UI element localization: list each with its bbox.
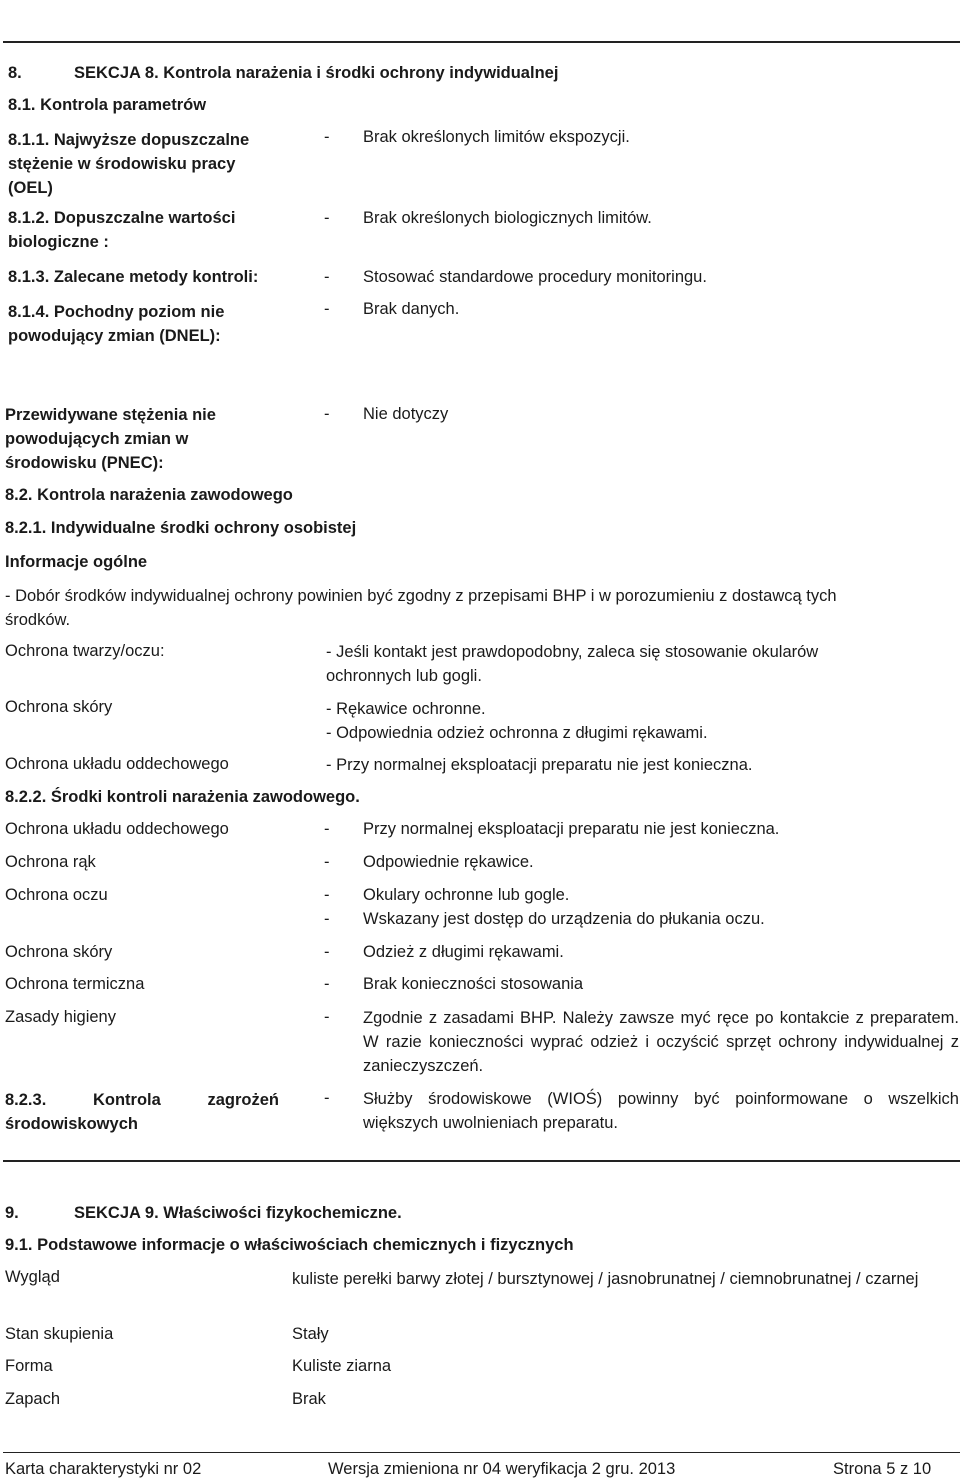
face-value (326, 640, 818, 688)
row-eyes-value-2: Wskazany jest dostęp do urządzenia do płukania oczu. (363, 910, 765, 928)
dash: - (324, 405, 330, 423)
monitor-value: Stosować standardowe procedury monitoringu. (363, 268, 707, 286)
footer-right: Strona 5 z 10 (833, 1460, 932, 1478)
skin-value (326, 697, 708, 745)
row-resp-value: Przy normalnej eksploatacji preparatu nie jest konieczna. (363, 820, 780, 838)
section-8-number: 8. (8, 64, 22, 82)
general-info-text (5, 584, 955, 632)
dash: - (324, 975, 330, 993)
footer-rule (3, 1452, 960, 1453)
section-9-number: 9. (5, 1204, 19, 1222)
general-info-line1: - Dobór środków indywidualnej ochrony powinien być zgodny z przepisami BHP i w porozumieniu z dostawcą tych (5, 587, 837, 605)
general-info-heading: Informacje ogólne (5, 553, 148, 571)
pnec-label-line2: powodujących zmian w (5, 430, 189, 448)
dnel-label-line1: 8.1.4. Pochodny poziom nie (8, 303, 225, 321)
row-thermal-label: Ochrona termiczna (5, 975, 145, 993)
general-info-line2: środków. (5, 611, 71, 629)
dash: - (324, 1008, 330, 1026)
footer-center: Wersja zmieniona nr 04 weryfikacja 2 gru. 2013 (328, 1460, 676, 1478)
dash: - (324, 209, 330, 227)
dash: - (324, 268, 330, 286)
section-8-2-2-title: 8.2.2. Środki kontroli narażenia zawodowego. (5, 788, 360, 806)
prop-odor-label: Zapach (5, 1390, 61, 1408)
row-thermal-value: Brak konieczności stosowania (363, 975, 584, 993)
skin-value-line2: - Odpowiednia odzież ochronna z długimi rękawami. (326, 724, 708, 742)
dash: - (324, 1089, 330, 1107)
dash: - (324, 820, 330, 838)
section-8-2-title: 8.2. Kontrola narażenia zawodowego (5, 486, 293, 504)
env-value: Służby środowiskowe (WIOŚ) powinny być poinformowane o wszelkich większych uwolnieniach preparatu. (363, 1090, 959, 1132)
oel-label-line1: 8.1.1. Najwyższe dopuszczalne (8, 131, 250, 149)
prop-state-label: Stan skupienia (5, 1325, 114, 1343)
row-hands-value: Odpowiednie rękawice. (363, 853, 534, 871)
bio-label-line1: 8.1.2. Dopuszczalne wartości (8, 209, 236, 227)
bio-value: Brak określonych biologicznych limitów. (363, 209, 652, 227)
prop-state-value: Stały (292, 1325, 329, 1343)
section-9-title: SEKCJA 9. Właściwości fizykochemiczne. (74, 1204, 402, 1222)
footer-left: Karta charakterystyki nr 02 (5, 1460, 202, 1478)
row-skin-value: Odzież z długimi rękawami. (363, 943, 564, 961)
pnec-value: Nie dotyczy (363, 405, 449, 423)
pnec-label-line3: środowisku (PNEC): (5, 454, 164, 472)
section-8-title: SEKCJA 8. Kontrola narażenia i środki ochrony indywidualnej (74, 64, 559, 82)
section-9-1-title: 9.1. Podstawowe informacje o właściwościach chemicznych i fizycznych (5, 1236, 574, 1254)
row-resp-label: Ochrona układu oddechowego (5, 820, 229, 838)
skin-label: Ochrona skóry (5, 698, 113, 716)
hygiene-label: Zasady higieny (5, 1008, 116, 1026)
row-hands-label: Ochrona rąk (5, 853, 96, 871)
oel-label-line2: stężenie w środowisku pracy (8, 155, 236, 173)
env-label: 8.2.3. Kontrola zagrożeń środowiskowych (5, 1091, 279, 1133)
dnel-label (8, 300, 224, 348)
skin-value-line1: - Rękawice ochronne. (326, 700, 486, 718)
row-eyes-label: Ochrona oczu (5, 886, 108, 904)
dnel-label-line2: powodujący zmian (DNEL): (8, 327, 221, 345)
dnel-value: Brak danych. (363, 300, 460, 318)
oel-value: Brak określonych limitów ekspozycji. (363, 128, 630, 146)
face-value-line2: ochronnych lub gogli. (326, 667, 482, 685)
prop-form-value: Kuliste ziarna (292, 1357, 392, 1375)
dash: - (324, 853, 330, 871)
face-label: Ochrona twarzy/oczu: (5, 642, 165, 660)
pnec-label-line1: Przewidywane stężenia nie (5, 406, 216, 424)
dash: - (324, 886, 330, 904)
row-skin-label: Ochrona skóry (5, 943, 113, 961)
bio-label-line2: biologiczne : (8, 233, 109, 251)
face-value-line1: - Jeśli kontakt jest prawdopodobny, zaleca się stosowanie okularów (326, 643, 819, 661)
prop-appearance-value: kuliste perełki barwy złotej / bursztynowej / jasnobrunatnej / ciemnobrunatnej / czarnej (292, 1270, 919, 1288)
oel-label (8, 128, 249, 200)
dash: - (324, 910, 330, 928)
top-rule (3, 41, 960, 43)
pnec-label (5, 403, 216, 475)
bio-label (8, 206, 235, 254)
dash: - (324, 943, 330, 961)
section-8-1-title: 8.1. Kontrola parametrów (8, 96, 207, 114)
dash: - (324, 128, 330, 146)
prop-form-label: Forma (5, 1357, 53, 1375)
prop-odor-value: Brak (292, 1390, 326, 1408)
section-8-2-1-title: 8.2.1. Indywidualne środki ochrony osobistej (5, 519, 357, 537)
dash: - (324, 300, 330, 318)
resp-value: - Przy normalnej eksploatacji preparatu nie jest konieczna. (326, 756, 753, 774)
oel-label-line3: (OEL) (8, 179, 53, 197)
resp-label: Ochrona układu oddechowego (5, 755, 229, 773)
hygiene-value: Zgodnie z zasadami BHP. Należy zawsze myć ręce po kontakcie z preparatem. W razie konieczności wyprać odzież i oczyścić sprzęt ochrony indywidualnej z zanieczyszczeń. (363, 1009, 959, 1075)
prop-appearance-label: Wygląd (5, 1268, 60, 1286)
row-eyes-value-1: Okulary ochronne lub gogle. (363, 886, 570, 904)
section-divider (3, 1160, 960, 1162)
monitor-label: 8.1.3. Zalecane metody kontroli: (8, 268, 259, 286)
